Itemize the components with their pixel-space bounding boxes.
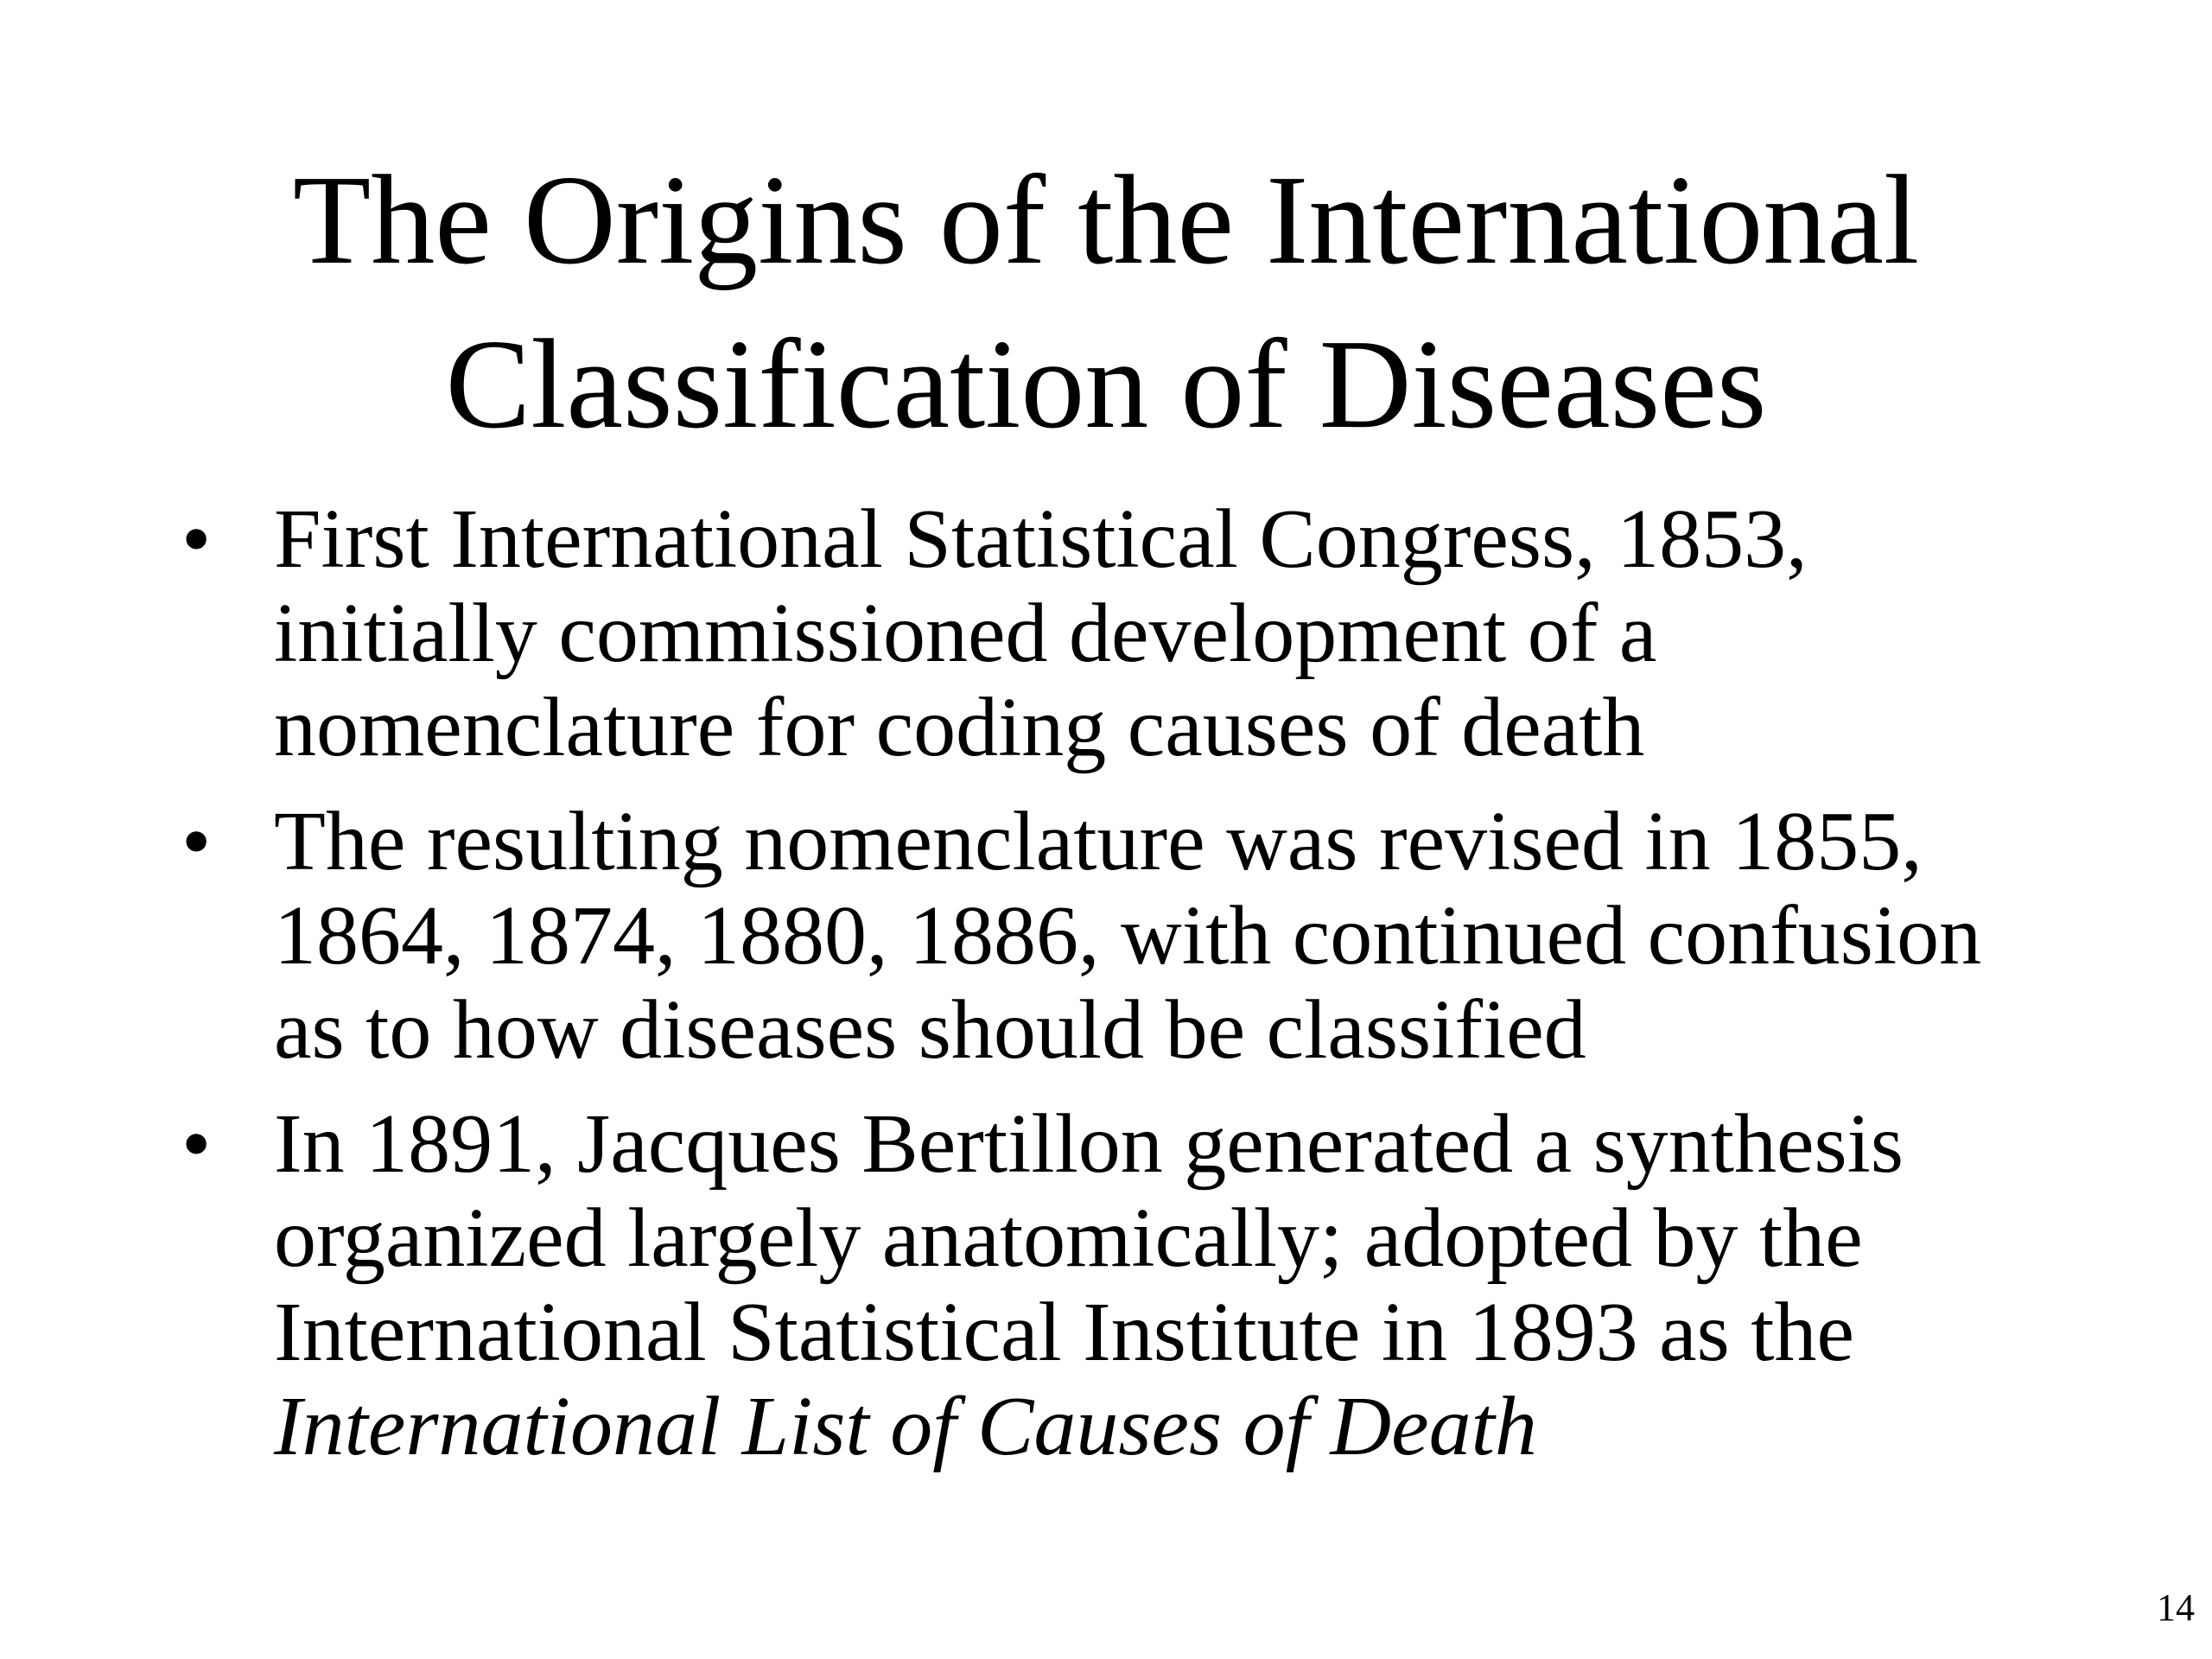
- bullet-marker: •: [181, 1097, 212, 1191]
- bullet-1-line-3: nomenclature for coding causes of death: [274, 681, 1645, 774]
- bullet-1-line-1: First International Statistical Congress, 1853,: [274, 493, 1808, 586]
- bullet-text: [274, 493, 2126, 775]
- bullet-2-line-2: 1864, 1874, 1880, 1886, with continued confusion: [274, 889, 1982, 982]
- bullet-item-1: [181, 493, 2126, 775]
- bullet-marker: •: [181, 493, 212, 586]
- bullet-2-line-3: as to how diseases should be classified: [274, 983, 1586, 1077]
- bullet-2-line-1: The resulting nomenclature was revised in 1855,: [274, 795, 1923, 888]
- page-number: 14: [2157, 1586, 2195, 1629]
- bullet-3-line-1: In 1891, Jacques Bertillon generated a synthesis: [274, 1097, 1904, 1191]
- bullet-text: [274, 1097, 2126, 1474]
- bullet-text: [274, 795, 2126, 1077]
- bullet-marker: •: [181, 795, 212, 888]
- bullet-3-line-2: organized largely anatomically; adopted by the: [274, 1192, 1863, 1285]
- slide-title-line-2: Classification of Diseases: [445, 314, 1767, 455]
- bullet-list: [181, 493, 2126, 1494]
- bullet-1-line-2: initially commissioned development of a: [274, 587, 1657, 680]
- bullet-item-2: [181, 795, 2126, 1077]
- bullet-3-italic-title: International List of Causes of Death: [274, 1380, 1537, 1473]
- slide-title: [0, 138, 2212, 467]
- slide-title-line-1: The Origins of the International: [292, 149, 1920, 291]
- bullet-3-line-3: International Statistical Institute in 1893 as the: [274, 1286, 1854, 1379]
- bullet-item-3: [181, 1097, 2126, 1474]
